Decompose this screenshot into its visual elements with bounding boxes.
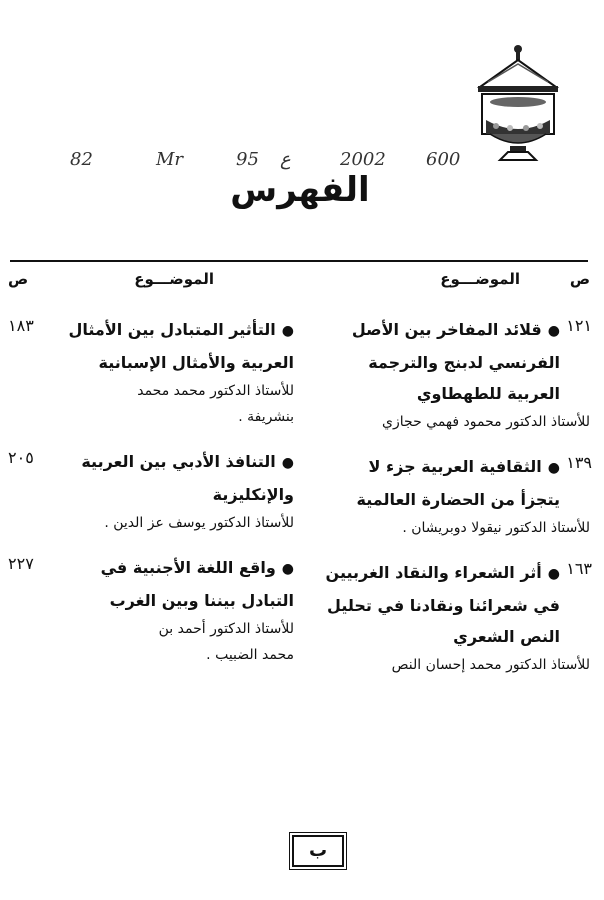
- toc-entry[interactable]: [308, 557, 590, 678]
- toc-entry[interactable]: [4, 552, 294, 668]
- entry-page-number: ٢٠٥: [8, 448, 34, 467]
- entry-title-line: يتجزأ من الحضارة العالمية: [356, 490, 560, 509]
- entry-page-number: ١٦٣: [566, 559, 592, 578]
- header-divider: [10, 260, 588, 262]
- bullet-icon: ●: [547, 460, 560, 476]
- entry-title-line: ●قلائد المفاخر بين الأصل: [308, 314, 560, 347]
- bullet-icon: ●: [281, 561, 294, 577]
- handwritten-number: 600: [426, 149, 461, 170]
- column-header: [308, 268, 590, 298]
- toc-column-right: [308, 268, 590, 678]
- page-header: ص: [569, 270, 590, 288]
- handwritten-number: 82: [70, 149, 93, 170]
- entry-author: للأستاذ الدكتور نيقولا دوبريشان .: [402, 520, 590, 536]
- lantern-emblem-icon: [470, 42, 565, 167]
- page-title: الفهرس: [230, 170, 370, 210]
- bullet-icon: ●: [281, 455, 294, 471]
- entry-title-line: النص الشعري: [453, 627, 560, 646]
- entry-author: محمد الضبيب .: [206, 647, 294, 663]
- entry-title-line: الفرنسي لدبنج والترجمة: [368, 353, 560, 372]
- entry-title-line: العربية والأمثال الإسبانية: [98, 353, 294, 372]
- topic-header: الموضـــوع: [134, 270, 214, 288]
- page-number-box: ب: [292, 835, 344, 867]
- entry-title-line: التبادل بيننا وبين الغرب: [109, 591, 294, 610]
- entry-title-line: ●أثر الشعراء والنقاد الغربيين: [308, 557, 560, 590]
- toc-entry[interactable]: [4, 446, 294, 536]
- entry-author: للأستاذ الدكتور محمد إحسان النص: [391, 657, 590, 673]
- entry-title-line: العربية للطهطاوي: [416, 384, 560, 403]
- topic-header: الموضـــوع: [440, 270, 520, 288]
- toc-entry[interactable]: [308, 314, 590, 435]
- toc-entry[interactable]: [308, 451, 590, 541]
- bullet-icon: ●: [547, 566, 560, 582]
- bullet-icon: ●: [547, 323, 560, 339]
- entry-title-line: ●واقع اللغة الأجنبية في: [52, 552, 294, 585]
- handwritten-number: 95: [236, 149, 259, 170]
- entry-page-number: ١٢١: [566, 316, 592, 335]
- page-header: ص: [8, 270, 29, 288]
- entry-author: للأستاذ الدكتور أحمد بن: [158, 621, 294, 637]
- entry-page-number: ١٨٣: [8, 316, 34, 335]
- toc-column-left: [4, 268, 294, 668]
- entry-title-line: والإنكليزية: [212, 485, 294, 504]
- handwritten-number: Mr: [156, 149, 184, 170]
- toc-entry[interactable]: [4, 314, 294, 430]
- entry-author: للأستاذ الدكتور محمود فهمي حجازي: [382, 414, 590, 430]
- entry-author: للأستاذ الدكتور محمد محمد: [137, 383, 294, 399]
- handwritten-number: 2002: [340, 149, 386, 170]
- entry-title-line: في شعرائنا ونقادنا في تحليل: [327, 596, 560, 615]
- entry-page-number: ١٣٩: [566, 453, 592, 472]
- entry-page-number: ٢٢٧: [8, 554, 34, 573]
- bullet-icon: ●: [281, 323, 294, 339]
- handwritten-number: ع: [280, 149, 291, 170]
- entry-title-line: ●الثقافية العربية جزء لا: [308, 451, 560, 484]
- column-header: [4, 268, 294, 298]
- entry-title-line: ●التأثير المتبادل بين الأمثال: [52, 314, 294, 347]
- entry-author: للأستاذ الدكتور يوسف عز الدين .: [104, 515, 294, 531]
- entry-title-line: ●التنافذ الأدبي بين العربية: [52, 446, 294, 479]
- entry-author: بنشريفة .: [238, 409, 294, 425]
